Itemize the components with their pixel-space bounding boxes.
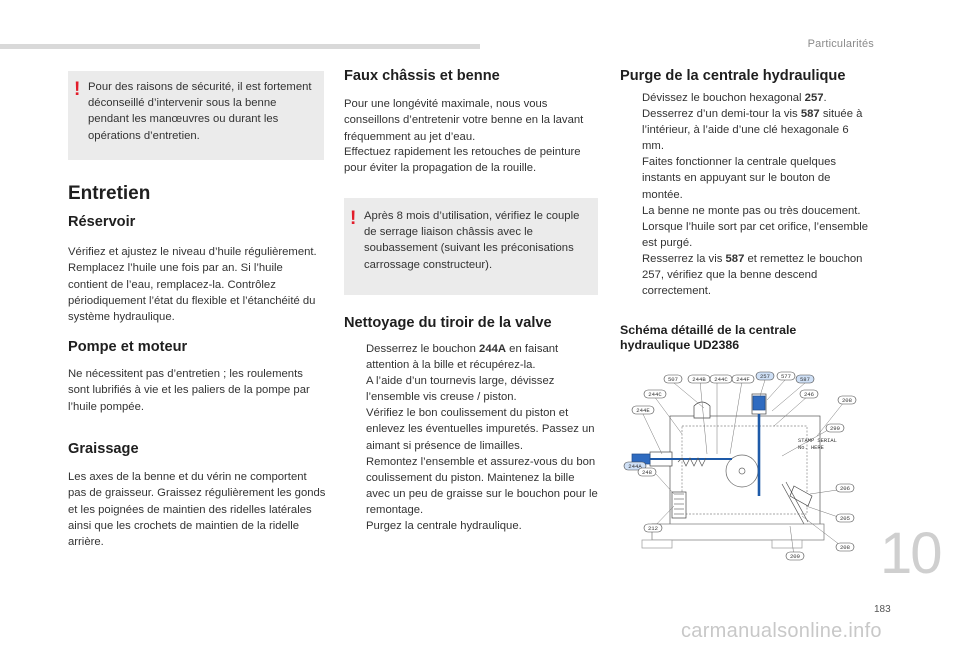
section-title: Particularités	[807, 38, 874, 50]
list-item: Purgez la centrale hydraulique.	[366, 520, 522, 533]
pump-motor-text: Ne nécessitent pas d’entretien ; les roulements sont lubrifiés à vie et les paliers de la pompe par l’huile pompée.	[68, 368, 310, 413]
callout-244b: 244B	[692, 376, 706, 384]
reservoir-text: Vérifiez et ajustez le niveau d’huile régulièrement. Remplacez l’huile une fois par an. Si l’huile contient de l’eau, remplacez-la. Contrôlez périodiquement l’état du flexible et l’étanchéité du système hydraulique.	[68, 246, 317, 324]
pump-motor-title: Pompe et moteur	[68, 339, 188, 355]
stamp-label-2: No. HERE	[798, 445, 824, 451]
purge-title: Purge de la centrale hydraulique	[620, 68, 846, 84]
watermark-text: carmanualsonline.info	[681, 620, 882, 642]
chassis-text-2: Effectuez rapidement les retouches de peinture pour éviter la propagation de la rouille.	[344, 146, 581, 175]
callout-212: 212	[647, 525, 659, 533]
warning-exclamation-icon: !	[350, 208, 357, 229]
valve-steps-list	[344, 341, 600, 534]
header-bar	[0, 44, 480, 49]
lubrication-title: Graissage	[68, 441, 139, 457]
callout-248: 248	[641, 469, 653, 477]
list-item: Desserrez d’un demi-tour la vis 587 située à l’intérieur, à l’aide d’une clé hexagonale 6 mm.	[642, 108, 863, 153]
list-item: Remontez l’ensemble et assurez-vous du bon coulissement du piston. Maintenez la bille avec un peu de graisse sur le bouchon pour le remontage.	[366, 455, 598, 516]
callout-507: 507	[667, 376, 679, 384]
torque-warning-box	[344, 198, 598, 295]
warning-exclamation-icon: !	[74, 79, 81, 100]
page-number: 183	[874, 604, 891, 615]
stamp-label-1: STAMP SERIAL	[798, 438, 837, 444]
callout-244c: 244C	[714, 376, 728, 384]
list-item: A l’aide d’un tournevis large, dévissez l’ensemble vis creuse / piston.	[366, 375, 555, 404]
torque-warning-text: Après 8 mois d’utilisation, vérifiez le couple de serrage liaison châssis avec le soubassement (suivant les préconisations carrossage constructeur).	[364, 210, 580, 271]
safety-warning-box	[68, 71, 324, 160]
schema-title: Schéma détaillé de la centrale hydraulique UD2386	[620, 323, 797, 352]
callout-244e: 244E	[636, 407, 650, 415]
chassis-text-1: Pour une longévité maximale, nous vous conseillons d’entretenir votre benne en la lavant fréquemment au jet d’eau.	[344, 98, 584, 143]
chapter-number: 10	[880, 521, 941, 586]
hydraulic-unit-diagram	[622, 366, 870, 564]
lubrication-text: Les axes de la benne et du vérin ne comportent pas de graisseur. Graissez régulièrement les gonds et les poignées de maintien des ridelles latérales ainsi que les crochets de maintien de la ridelle arrière.	[68, 471, 326, 549]
callout-206: 206	[839, 485, 851, 493]
safety-warning-text: Pour des raisons de sécurité, il est fortement déconseillé d’intervenir sous la benne pendant les manœuvres ou durant les opérations d’entretien.	[88, 81, 312, 142]
callout-209: 209	[789, 553, 801, 561]
list-item: La benne ne monte pas ou très doucement. Lorsque l’huile sort par cet orifice, l’ensemble est purgé.	[642, 204, 869, 249]
list-item: Faites fonctionner la centrale quelques instants en appuyant sur le bouton de montée.	[642, 156, 837, 201]
valve-cleaning-title: Nettoyage du tiroir de la valve	[344, 315, 552, 331]
list-item: Dévissez le bouchon hexagonal 257.	[642, 92, 827, 104]
callout-244f: 244F	[736, 376, 750, 384]
callout-244a: 244A	[628, 463, 642, 471]
callout-208-b: 208	[839, 544, 851, 552]
chassis-title: Faux châssis et benne	[344, 68, 500, 84]
callout-244c-2: 244C	[648, 391, 662, 399]
callout-208: 208	[841, 397, 853, 405]
callout-246: 246	[803, 391, 815, 399]
callout-577: 577	[780, 373, 792, 381]
callout-257: 257	[759, 373, 771, 381]
maintenance-title: Entretien	[68, 183, 151, 204]
reservoir-title: Réservoir	[68, 214, 136, 230]
callout-299: 299	[829, 425, 841, 433]
list-item: Vérifiez le bon coulissement du piston et enlevez les éventuelles impuretés. Passez un aimant si présence de limailles.	[366, 407, 595, 452]
purge-steps-list	[620, 90, 872, 299]
callout-205: 205	[839, 515, 851, 523]
callout-587: 587	[799, 376, 811, 384]
list-item: Desserrez le bouchon 244A en faisant attention à la bille et récupérez-la.	[366, 343, 559, 372]
list-item: Resserrez la vis 587 et remettez le bouchon 257, vérifiez que la benne descend correctement.	[642, 252, 863, 298]
